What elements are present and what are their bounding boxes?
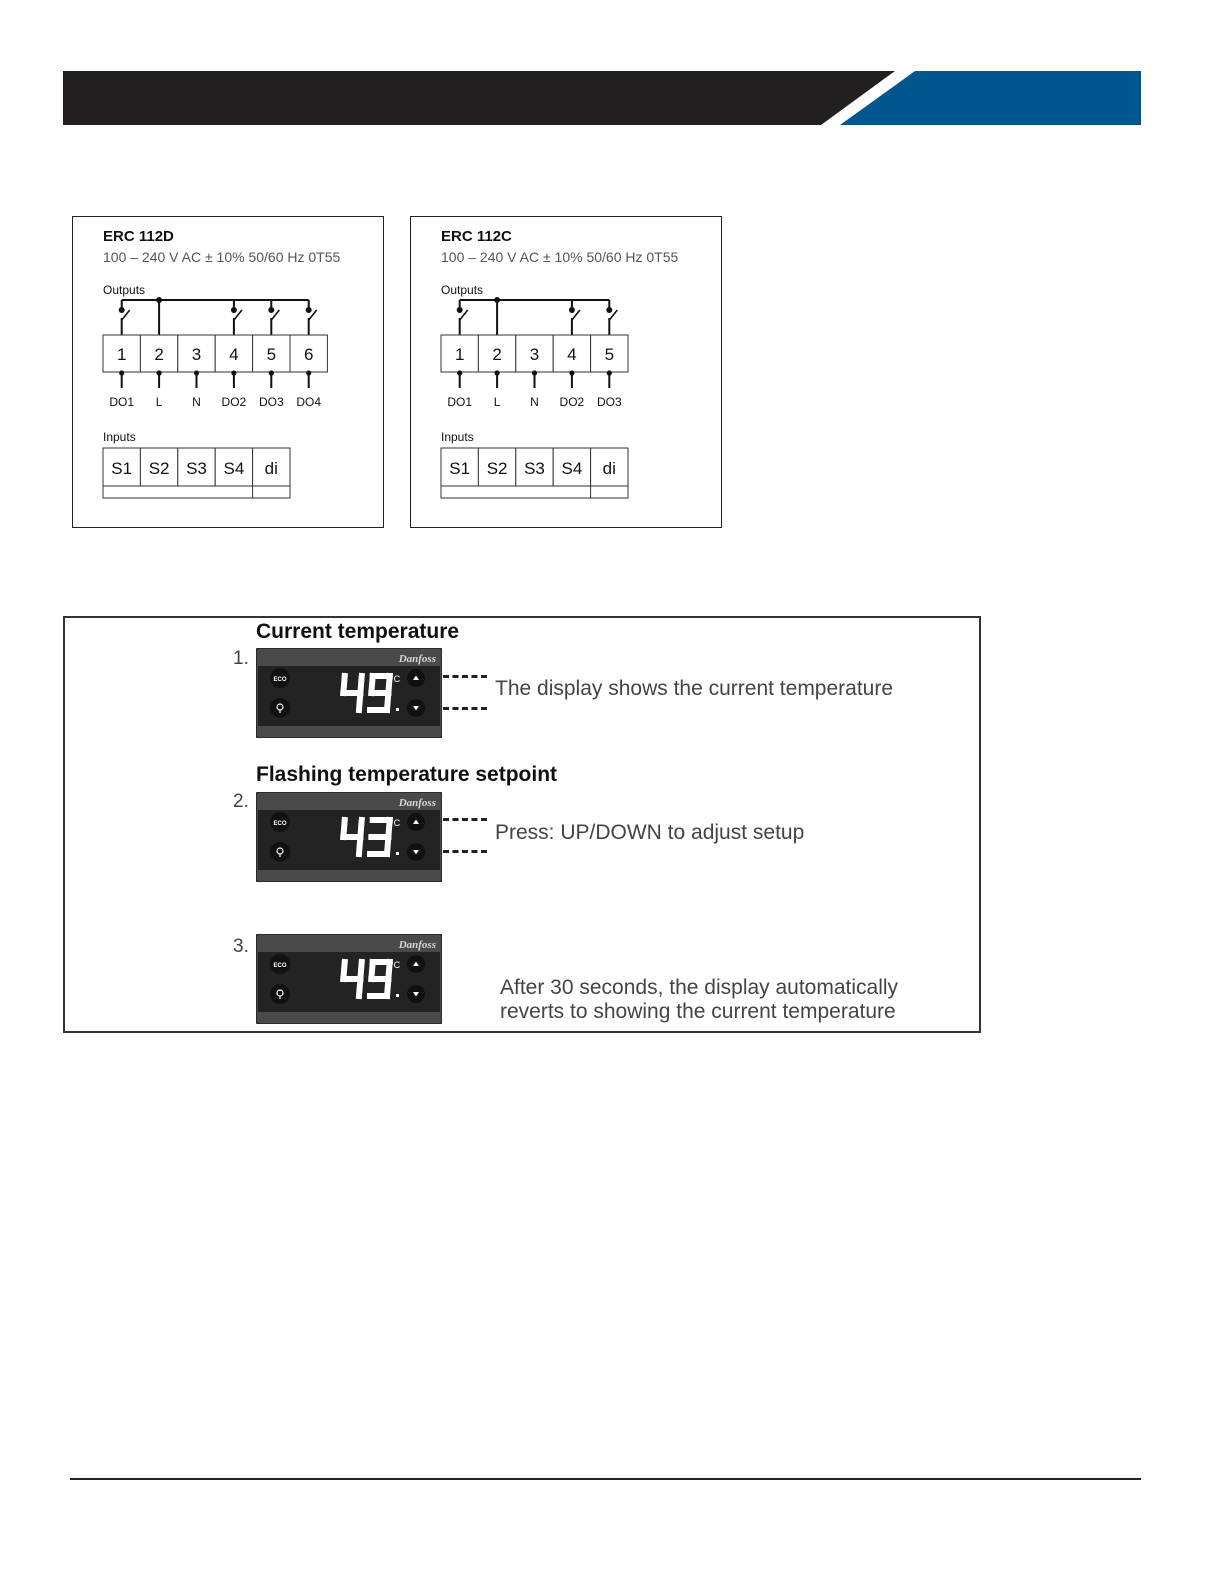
step-2-number: 2. [233, 791, 249, 812]
terminal-node [532, 370, 537, 375]
terminal-node [119, 370, 124, 375]
input-label: S2 [148, 459, 170, 478]
sensor-bracket [103, 486, 253, 498]
terminal-label: L [493, 395, 501, 409]
terminal-label: DO3 [258, 395, 284, 409]
outputs-label: Outputs [441, 283, 484, 297]
model-label: ERC 112D [103, 228, 174, 245]
wiring-svg [411, 217, 723, 529]
eco-label: ECO [273, 963, 287, 969]
terminal-node [457, 370, 462, 375]
light-button [270, 984, 290, 1004]
brand-logo: Danfoss [398, 939, 436, 951]
eco-label: ECO [273, 821, 287, 827]
terminal-number: 2 [154, 345, 164, 364]
display-operation-panel [63, 616, 981, 1033]
terminal-node [194, 370, 199, 375]
terminal-number: 5 [604, 345, 615, 364]
header-band [63, 71, 1141, 125]
controller-display-1 [256, 648, 442, 738]
input-label: S3 [524, 459, 545, 478]
terminal-number: 1 [454, 345, 465, 364]
footer-rule [70, 1478, 1141, 1480]
terminal-number: 6 [303, 345, 314, 364]
step-3-text: After 30 seconds, the display automatically reverts to showing the current temperature [500, 976, 899, 1023]
input-label: S1 [449, 459, 471, 478]
header-dark-bar [63, 71, 895, 125]
terminal-label: L [155, 395, 163, 409]
switch-node [606, 307, 612, 313]
terminal-node [231, 370, 236, 375]
step-2-text: Press: UP/DOWN to adjust setup [495, 821, 805, 844]
terminal-node [495, 370, 500, 375]
terminal-number: 2 [492, 345, 502, 364]
input-label: S1 [111, 459, 133, 478]
model-label: ERC 112C [441, 228, 512, 245]
decimal-dot [396, 852, 399, 855]
input-label: S4 [561, 459, 583, 478]
sensor-bracket [441, 486, 591, 498]
terminal-label: DO1 [447, 395, 473, 409]
terminal-label: N [192, 395, 201, 409]
terminal-number: 5 [266, 345, 277, 364]
header-blue-bar [840, 71, 1141, 125]
spec-label: 100 – 240 V AC ± 10% 50/60 Hz 0T55 [441, 249, 679, 265]
wiring-diagram-erc112c [410, 216, 722, 528]
terminal-label: DO1 [109, 395, 135, 409]
di-bracket [253, 486, 290, 498]
switch-node [268, 307, 274, 313]
switch-node [306, 307, 312, 313]
brand-logo: Danfoss [398, 797, 436, 809]
inputs-label: Inputs [441, 430, 474, 444]
terminal-number: 4 [229, 345, 239, 364]
light-button [270, 698, 290, 718]
eco-label: ECO [273, 677, 287, 683]
step-3-number: 3. [233, 936, 249, 957]
unit-label: °C [390, 674, 401, 684]
terminal-label: DO3 [596, 395, 622, 409]
terminal-number: 4 [567, 345, 577, 364]
terminal-node [569, 370, 574, 375]
callout-line-up-2 [443, 818, 487, 821]
light-button [270, 842, 290, 862]
switch-node [231, 307, 237, 313]
terminal-number: 3 [529, 345, 540, 364]
terminal-number: 3 [191, 345, 202, 364]
controller-display-3 [256, 934, 442, 1024]
decimal-dot [396, 994, 399, 997]
terminal-node [269, 370, 274, 375]
terminal-node [306, 370, 311, 375]
unit-label: °C [390, 960, 401, 970]
switch-node [119, 307, 125, 313]
terminal-label: N [530, 395, 539, 409]
terminal-label: DO4 [296, 395, 322, 409]
decimal-dot [396, 708, 399, 711]
di-bracket [591, 486, 628, 498]
input-label: di [602, 459, 616, 478]
unit-label: °C [390, 818, 401, 828]
brand-logo: Danfoss [398, 653, 436, 665]
inputs-label: Inputs [103, 430, 136, 444]
controller-display-2 [256, 792, 442, 882]
input-label: di [264, 459, 278, 478]
step-2-title: Flashing temperature setpoint [256, 763, 558, 786]
step-1-text: The display shows the current temperature [495, 677, 894, 700]
callout-line-up-1 [443, 675, 487, 678]
step-1-title: Current temperature [256, 620, 460, 643]
switch-node [457, 307, 463, 313]
wiring-svg [73, 217, 385, 529]
terminal-label: DO2 [221, 395, 247, 409]
terminal-node [157, 370, 162, 375]
switch-node [569, 307, 575, 313]
step-1-number: 1. [233, 648, 249, 669]
terminal-label: DO2 [559, 395, 585, 409]
wiring-diagram-erc112d [72, 216, 384, 528]
spec-label: 100 – 240 V AC ± 10% 50/60 Hz 0T55 [103, 249, 341, 265]
terminal-node [607, 370, 612, 375]
callout-line-down-1 [443, 707, 487, 710]
outputs-label: Outputs [103, 283, 146, 297]
callout-line-down-2 [443, 850, 487, 853]
input-label: S3 [186, 459, 207, 478]
input-label: S2 [486, 459, 508, 478]
terminal-number: 1 [116, 345, 127, 364]
input-label: S4 [223, 459, 245, 478]
